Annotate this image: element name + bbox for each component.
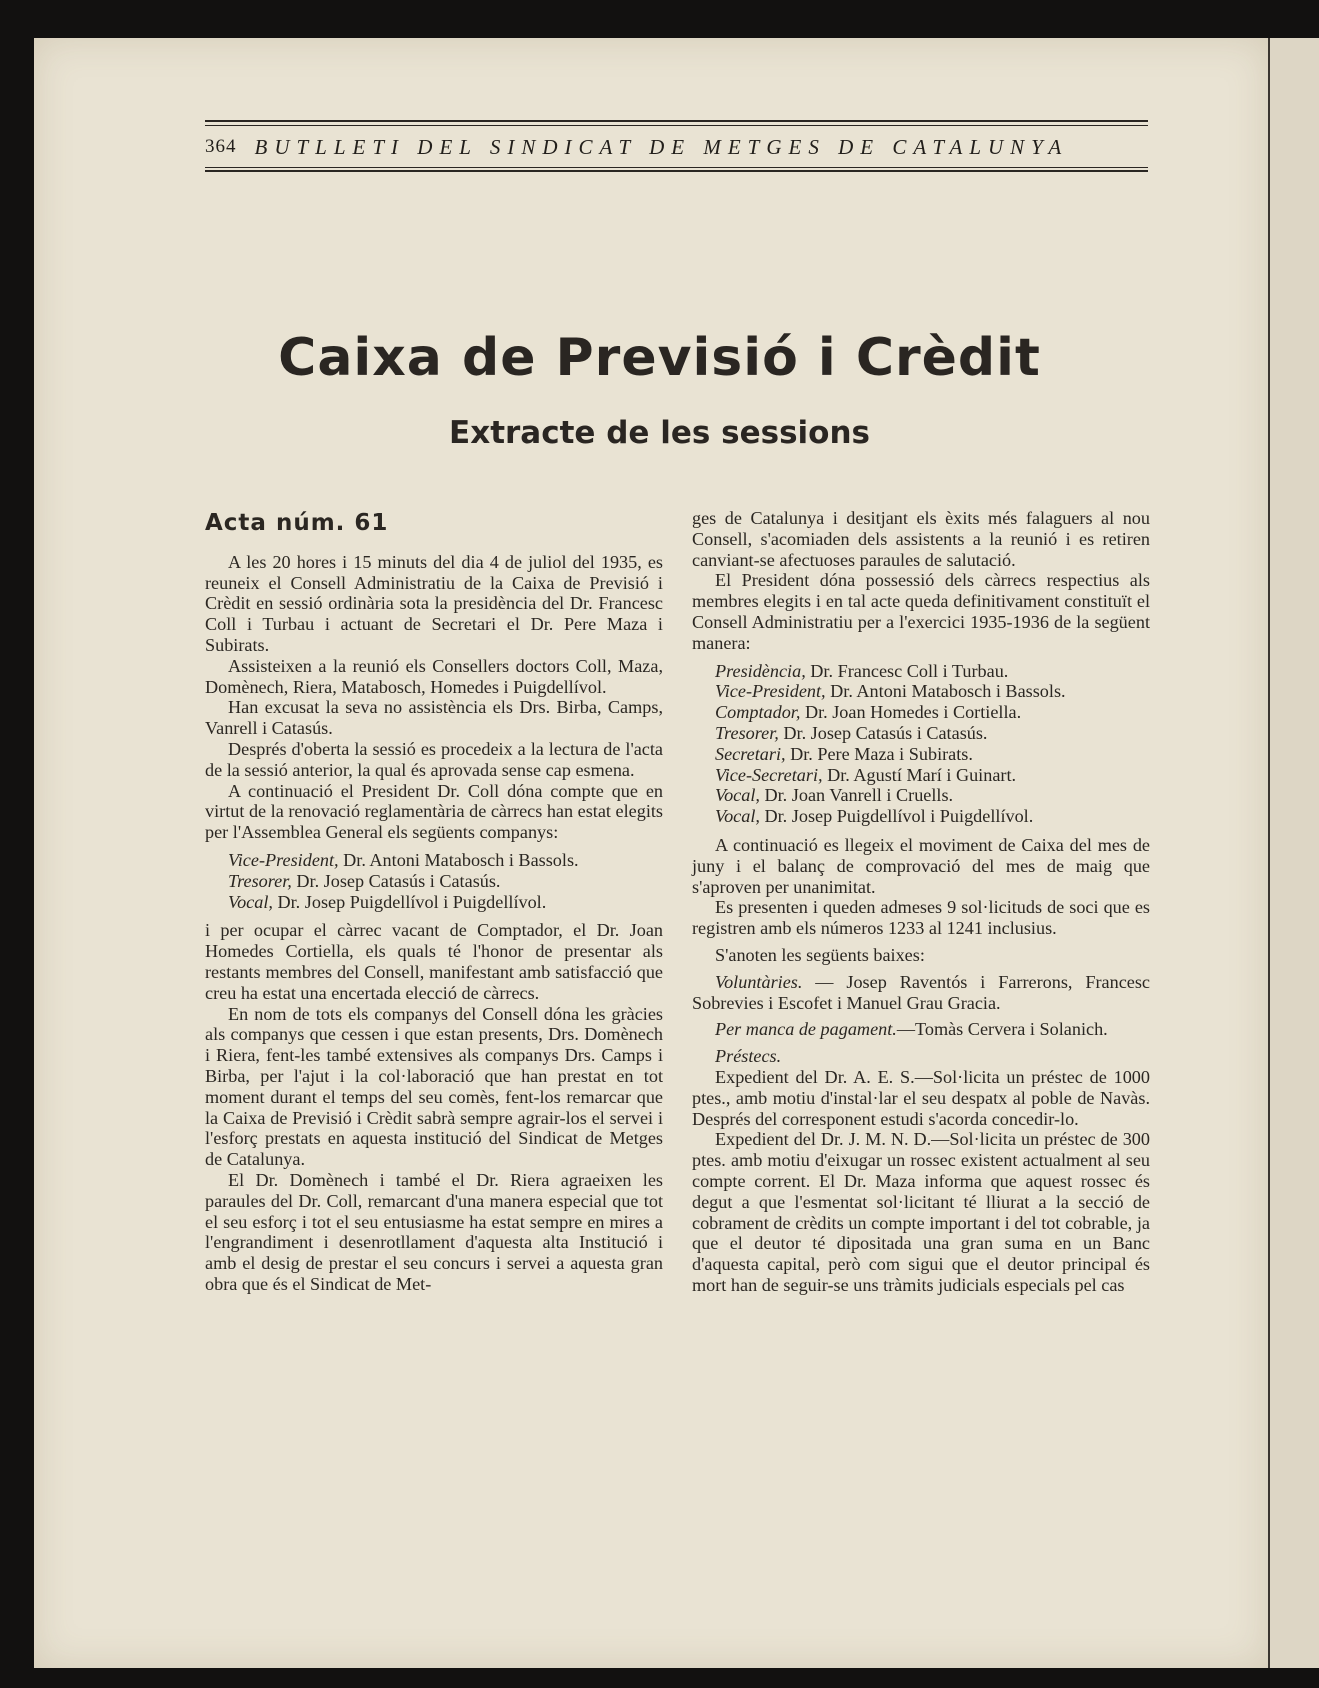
adjacent-page-edge [1270,38,1319,1668]
list-item: Comptador, Dr. Joan Homedes i Cortiella. [715,702,1022,723]
running-title: BUTLLETI DEL SINDICAT DE METGES DE CATALUNYA [254,134,1069,159]
paragraph: El Dr. Domènech i també el Dr. Riera agraeixen les paraules del Dr. Coll, remarcant d'una manera especial que tot el seu esforç i tot el seu entusiasme ha estat sempre en mires a l'engrandiment i desenrotllament d'aquesta alta Institució i amb el desig de prestar el seu concurs i servei a aquesta gran obra que és el Sindicat de Met- [205,1169,663,1294]
list-item: Vocal, Dr. Josep Puigdellívol i Puigdellívol. [715,806,1034,827]
article-subtitle: Extracte de les sessions [449,415,870,451]
paragraph: Assisteixen a la reunió els Consellers doctors Coll, Maza, Domènech, Riera, Matabosch, Homedes i Puigdellívol. [205,655,663,697]
paragraph: Han excusat la seva no assistència els Drs. Birba, Camps, Vanrell i Catasús. [205,697,663,739]
section-heading: Acta núm. 61 [205,510,389,536]
list-item: Secretari, Dr. Pere Maza i Subirats. [715,743,973,764]
paragraph: El President dóna possessió dels càrrecs respectius als membres elegits i en tal acte queda definitivament constituït el Consell Administratiu per a l'exercici 1935-1936 de la següent manera: [692,570,1150,653]
paragraph: A continuació el President Dr. Coll dóna compte que en virtut de la renovació reglamentària de càrrecs han estat elegits per l'Assemblea General els següents companys: [205,780,663,843]
header-rule-bottom-thin [205,167,1148,168]
list-item: Vocal, Dr. Josep Puigdellívol i Puigdellívol. [228,891,547,912]
paragraph: Per manca de pagament.—Tomàs Cervera i Solanich. [715,1019,1108,1040]
paragraph: A continuació es llegeix el moviment de Caixa del mes de juny i el balanç de comprovació del mes de maig que s'aproven per unanimitat. [692,834,1150,897]
paragraph: ges de Catalunya i desitjant els èxits més falaguers al nou Consell, s'acomiaden dels assistents a la reunió i es retiren canviant-se afectuoses paraules de salutació. [692,508,1150,570]
list-item: Vocal, Dr. Joan Vanrell i Cruells. [715,785,954,806]
list-item: Presidència, Dr. Francesc Coll i Turbau. [715,660,1009,681]
article-title: Caixa de Previsió i Crèdit [278,328,1041,388]
elected-list [205,850,663,912]
header-rule-bottom [205,170,1148,172]
paragraph: Es presenten i queden admeses 9 sol·licituds de soci que es registren amb els números 1233 al 1241 inclusius. [692,897,1150,939]
list-item: Vice-President, Dr. Antoni Matabosch i Bassols. [228,849,579,870]
list-item: Vice-Secretari, Dr. Agustí Marí i Guinart. [715,764,1017,785]
list-item: Vice-President, Dr. Antoni Matabosch i Bassols. [715,681,1066,702]
header-rule-top-thin [205,125,1148,126]
list-item: Tresorer, Dr. Josep Catasús i Catasús. [228,870,501,891]
subheading: Préstecs. [715,1046,782,1067]
page-number: 364 [205,136,237,157]
paragraph: i per ocupar el càrrec vacant de Comptador, el Dr. Joan Homedes Cortiella, els quals té l'honor de presentar als restants membres del Consell, manifestant amb satisfacció que creu ha estat una encertada elecció de càrrecs. [205,920,663,1003]
right-column [692,508,1150,1296]
paragraph: Després d'oberta la sessió es procedeix a la lectura de l'acta de la sessió anterior, la qual és aprovada sense cap esmena. [205,738,663,780]
list-item: Tresorer, Dr. Josep Catasús i Catasús. [715,722,988,743]
left-column [205,508,663,1295]
council-list [692,661,1150,827]
paragraph: Voluntàries. — Josep Raventós i Farrerons, Francesc Sobrevies i Escofet i Manuel Grau Gracia. [692,971,1150,1013]
paragraph: S'anoten les següents baixes: [715,944,925,965]
paragraph: Expedient del Dr. J. M. N. D.—Sol·licita un préstec de 300 ptes. amb motiu d'eixugar un rossec existent actualment al seu compte corrent. El Dr. Maza informa que aquest rossec és degut a que l'esmentat sol·licitant té lliurat a la secció de cobrament de crèdits un compte important i del tot cobrable, ja que el deutor té dipositada una gran suma en un Banc d'aquesta capital, però com sigui que el deutor principal és mort han de seguir-se uns tràmits judicials especials pel cas [692,1129,1150,1295]
running-header [205,132,1148,162]
paragraph: En nom de tots els companys del Consell dóna les gràcies als companys que cessen i que estan presents, Drs. Domènech i Riera, fent-les també extensives als companys Drs. Camps i Birba, per l'ajut i la col·laboració que han prestat en tot moment durant el temps del seu comès, fent-los remarcar que la Caixa de Previsió i Crèdit sabrà sempre agrair-los el servei i l'esforç prestats en aquesta institució del Sindicat de Metges de Catalunya. [205,1003,663,1170]
paragraph: Expedient del Dr. A. E. S.—Sol·licita un préstec de 1000 ptes., amb motiu d'instal·lar el seu despatx al poble de Navàs. Després del corresponent estudi s'acorda concedir-lo. [692,1066,1150,1129]
header-rule-top [205,120,1148,122]
paragraph: A les 20 hores i 15 minuts del dia 4 de juliol del 1935, es reuneix el Consell Administratiu de la Caixa de Previsió i Crèdit en sessió ordinària sota la presidència del Dr. Francesc Coll i Turbau i actuant de Secretari el Dr. Pere Maza i Subirats. [205,551,663,655]
